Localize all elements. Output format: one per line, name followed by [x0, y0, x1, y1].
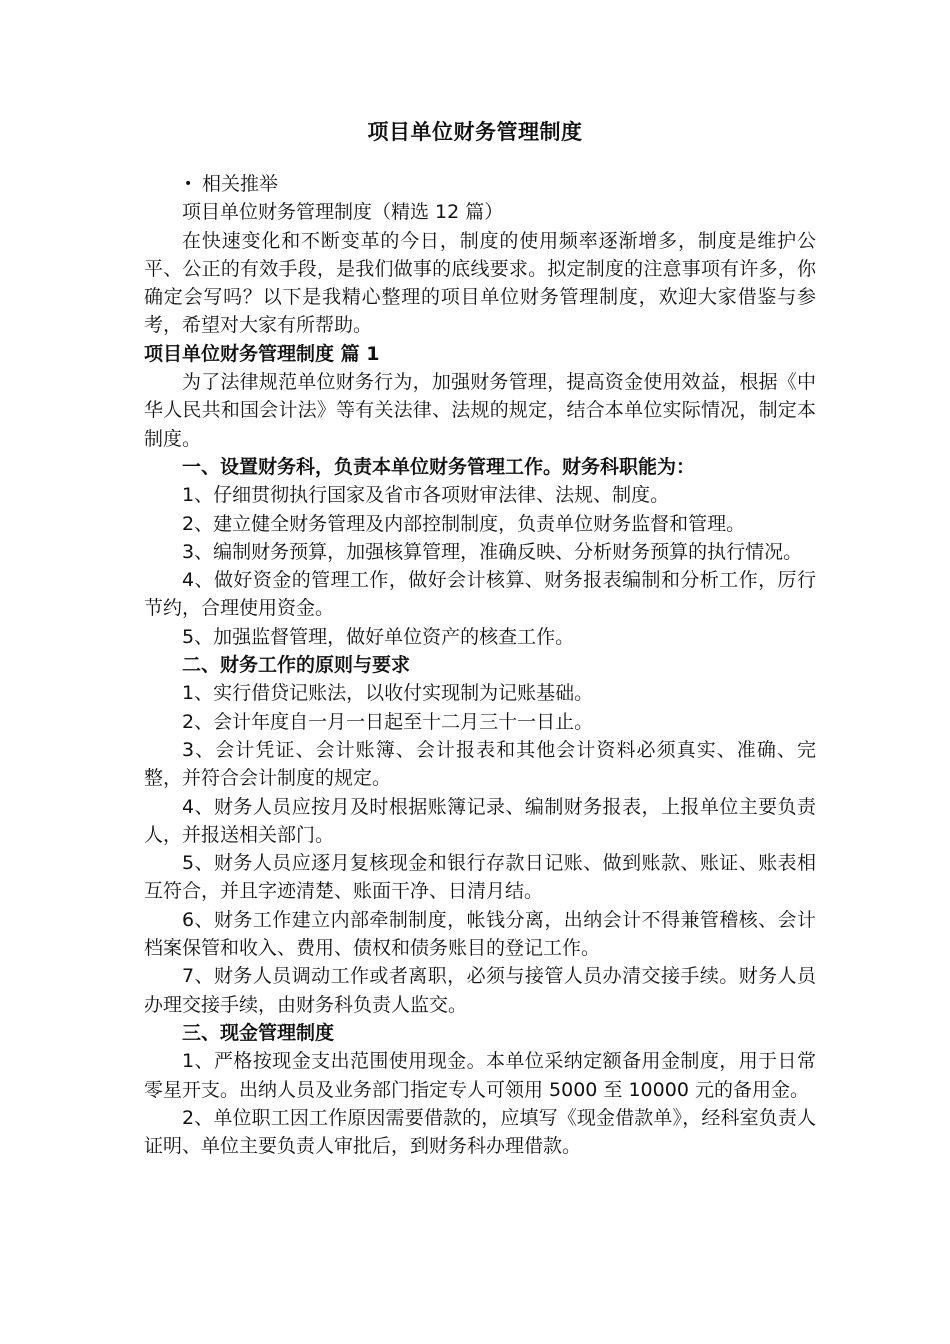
document-title: 项目单位财务管理制度 [367, 120, 583, 144]
part2-item: 3、会计凭证、会计账簿、会计报表和其他会计资料必须真实、准确、完整，并符合会计制度的规定。 [144, 738, 816, 790]
part1-item: 4、做好资金的管理工作，做好会计核算、财务报表编制和分析工作，厉行节约，合理使用资金。 [144, 569, 816, 620]
section-intro-paragraph: 为了法律规范单位财务行为，加强财务管理，提高资金使用效益，根据《中华人民共和国会计法》等有关法律、法规的规定，结合本单位实际情况，制定本制度。 [144, 371, 816, 450]
part1-item: 3、编制财务预算，加强核算管理，准确反映、分析财务预算的执行情况。 [182, 540, 803, 563]
part3-item: 1、严格按现金支出范围使用现金。本单位采纳定额备用金制度，用于日常零星开支。出纳人员及业务部门指定专人可领用 5000 至 10000 元的备用金。 [144, 1050, 816, 1101]
intro-paragraph: 在快速变化和不断变革的今日，制度的使用频率逐渐增多，制度是维护公平、公正的有效手段，是我们做事的底线要求。拟定制度的注意事项有许多，你确定会写吗？以下是我精心整理的项目单位财务管理制度，欢迎大家借鉴与参考，希望对大家有所帮助。 [144, 229, 816, 337]
part2-title: 二、财务工作的原则与要求 [182, 654, 411, 677]
part2-item: 1、实行借贷记账法，以收付实现制为记账基础。 [182, 682, 594, 705]
part1-title: 一、设置财务科，负责本单位财务管理工作。财务科职能为： [182, 455, 696, 478]
recommend-label: 相关推举 [202, 173, 279, 195]
part1-item: 2、建立健全财务管理及内部控制制度，负责单位财务监督和管理。 [182, 512, 746, 535]
recommend-line [144, 170, 816, 198]
bullet-icon: • [184, 176, 193, 192]
part3-item: 2、单位职工因工作原因需要借款的，应填写《现金借款单》，经科室负责人证明、单位主要负责人审批后，到财务科办理借款。 [144, 1106, 816, 1158]
part2-item: 5、财务人员应逐月复核现金和银行存款日记账、做到账款、账证、账表相互符合，并且字迹清楚、账面干净、日清月结。 [144, 852, 816, 903]
part2-item: 2、会计年度自一月一日起至十二月三十一日止。 [182, 710, 594, 733]
part3-title: 三、现金管理制度 [182, 1021, 335, 1044]
document-subtitle: 项目单位财务管理制度（精选 12 篇） [182, 201, 504, 224]
part2-item: 6、财务工作建立内部牵制制度，帐钱分离，出纳会计不得兼管稽核、会计档案保管和收入、费用、债权和债务账目的登记工作。 [144, 908, 816, 960]
part2-item: 4、财务人员应按月及时根据账簿记录、编制财务报表，上报单位主要负责人，并报送相关部门。 [144, 795, 816, 846]
part2-item: 7、财务人员调动工作或者离职，必须与接管人员办清交接手续。财务人员办理交接手续，由财务科负责人监交。 [144, 965, 816, 1016]
section-title: 项目单位财务管理制度 篇 1 [144, 342, 380, 365]
document-body [144, 170, 816, 1160]
part1-item: 5、加强监督管理，做好单位资产的核查工作。 [182, 625, 575, 648]
part1-item: 1、仔细贯彻执行国家及省市各项财审法律、法规、制度。 [182, 484, 670, 507]
